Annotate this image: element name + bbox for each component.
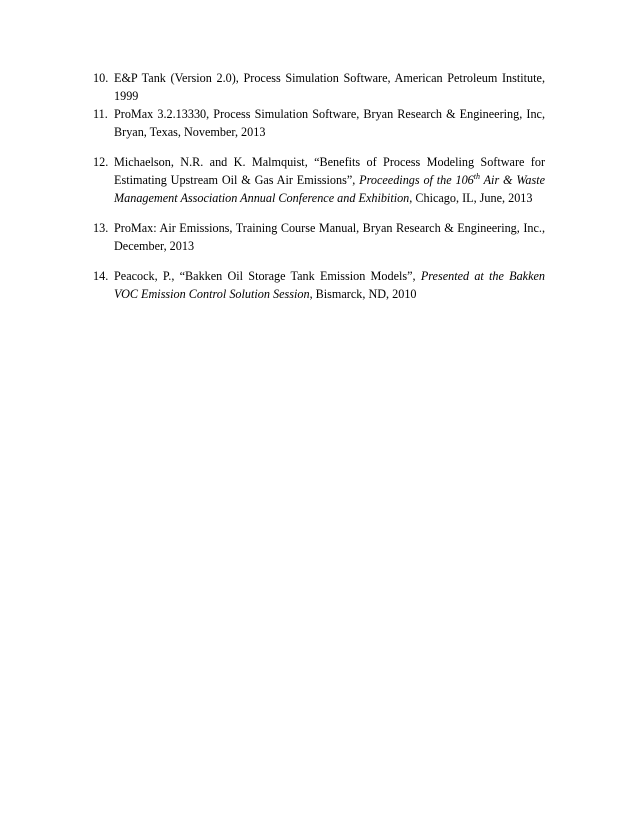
reference-number: 14. <box>93 269 109 283</box>
reference-number: 11. <box>93 107 108 121</box>
reference-proceedings-title: Proceedings of the 106 <box>359 173 474 187</box>
reference-text: Peacock, P., “Bakken Oil Storage Tank Emission Models”, <box>114 269 421 283</box>
reference-number: 12. <box>93 155 109 169</box>
reference-list <box>93 69 545 303</box>
reference-location-date: , Bismarck, ND, 2010 <box>309 287 417 301</box>
reference-item-12 <box>93 153 545 207</box>
reference-number: 13. <box>93 221 109 235</box>
reference-number: 10. <box>93 71 109 85</box>
reference-item-11 <box>93 105 545 141</box>
reference-item-10 <box>93 69 545 105</box>
reference-text: ProMax 3.2.13330, Process Simulation Software, Bryan Research & Engineering, Inc, Bryan, Texas, November, 2013 <box>114 107 545 139</box>
reference-text: ProMax: Air Emissions, Training Course Manual, Bryan Research & Engineering, Inc., December, 2013 <box>114 221 545 253</box>
reference-item-13 <box>93 219 545 255</box>
reference-location-date: , Chicago, IL, June, 2013 <box>409 191 533 205</box>
reference-text: E&P Tank (Version 2.0), Process Simulation Software, American Petroleum Institute, 1999 <box>114 71 545 103</box>
reference-ordinal-suffix: th <box>473 171 480 181</box>
reference-text: Michaelson, N.R. and K. Malmquist, “Benefits of Process Modeling Software for Estimating Upstream Oil & Gas Air Emissions”, <box>114 155 545 187</box>
reference-item-14 <box>93 267 545 303</box>
reference-session-title: Presented at the Bakken VOC Emission Control Solution Session <box>114 269 546 301</box>
reference-conference-title: Air & Waste Management Association Annual Conference and Exhibition <box>114 173 545 205</box>
